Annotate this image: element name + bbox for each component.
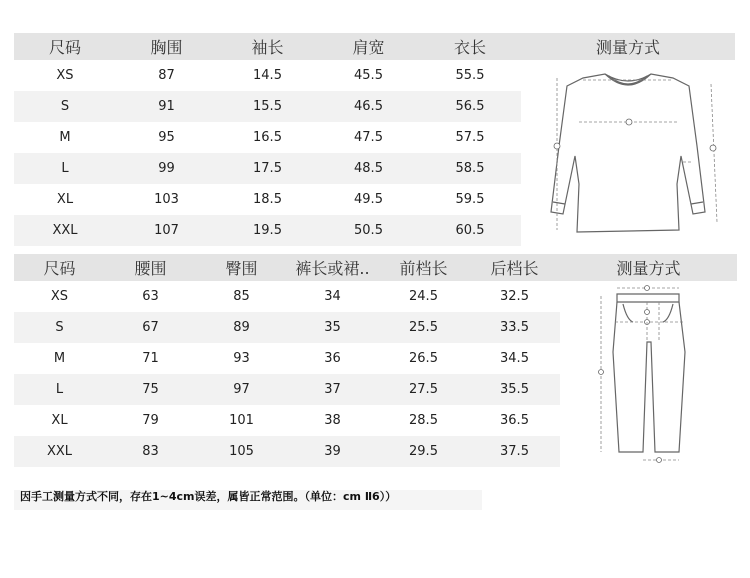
bottom-header-measure-method: 测量方式 — [616, 259, 681, 278]
sleeve-cell: 18.5 — [253, 192, 282, 207]
pants-measurement-diagram — [563, 282, 737, 468]
top-table-header-row — [14, 33, 735, 60]
length-cell: 56.5 — [455, 99, 485, 114]
size-cell: XL — [56, 192, 74, 207]
shoulder-cell: 46.5 — [354, 99, 383, 114]
shoulder-cell: 50.5 — [354, 223, 383, 238]
front-rise-cell: 27.5 — [409, 382, 438, 397]
chest-cell: 91 — [158, 99, 175, 114]
top-header-length: 衣长 — [453, 38, 486, 57]
shirt-measurement-diagram — [521, 62, 735, 246]
hip-cell: 89 — [233, 320, 250, 335]
length-cell: 57.5 — [455, 130, 485, 145]
waist-cell: 83 — [142, 444, 159, 459]
bottom-header-waist: 腰围 — [134, 259, 167, 278]
chest-cell: 103 — [154, 192, 179, 207]
sleeve-cell: 16.5 — [253, 130, 282, 145]
sleeve-cell: 17.5 — [253, 161, 282, 176]
bottom-header-front-rise: 前档长 — [399, 259, 448, 278]
sleeve-cell: 14.5 — [253, 68, 282, 83]
shoulder-cell: 47.5 — [354, 130, 383, 145]
pant-length-cell: 38 — [324, 413, 341, 428]
chest-cell: 95 — [158, 130, 175, 145]
front-rise-cell: 26.5 — [409, 351, 438, 366]
back-rise-cell: 35.5 — [500, 382, 529, 397]
waist-cell: 63 — [142, 289, 159, 304]
size-cell: L — [61, 161, 69, 176]
sleeve-cell: 19.5 — [253, 223, 282, 238]
bottom-table-header-row — [14, 254, 737, 281]
bottom-header-hip: 臀围 — [225, 259, 258, 278]
top-header-sleeve: 袖长 — [251, 38, 284, 57]
chest-cell: 107 — [154, 223, 179, 238]
chest-cell: 87 — [158, 68, 175, 83]
pant-length-cell: 34 — [324, 289, 341, 304]
pant-length-cell: 36 — [324, 351, 341, 366]
waist-cell: 75 — [142, 382, 159, 397]
waist-cell: 79 — [142, 413, 159, 428]
size-cell: S — [60, 99, 70, 114]
top-header-chest: 胸围 — [150, 38, 183, 57]
front-rise-cell: 24.5 — [409, 289, 438, 304]
size-cell: XS — [50, 289, 69, 304]
hip-cell: 97 — [233, 382, 250, 397]
size-cell: XXL — [52, 223, 78, 238]
waist-cell: 71 — [142, 351, 159, 366]
hip-cell: 101 — [229, 413, 254, 428]
shoulder-cell: 49.5 — [354, 192, 383, 207]
back-rise-cell: 32.5 — [500, 289, 529, 304]
top-header-measure-method: 测量方式 — [595, 38, 660, 57]
length-cell: 58.5 — [455, 161, 485, 176]
size-cell: XXL — [46, 444, 73, 459]
back-rise-cell: 36.5 — [500, 413, 529, 428]
sleeve-cell: 15.5 — [253, 99, 282, 114]
length-cell: 55.5 — [455, 68, 485, 83]
bottom-header-back-rise: 后档长 — [490, 259, 539, 278]
pant-length-cell: 37 — [324, 382, 341, 397]
measurement-footnote: 因手工测量方式不同，存在1~4cm误差，属皆正常范围。（单位：cm Ⅱ6）） — [14, 490, 482, 510]
front-rise-cell: 29.5 — [409, 444, 438, 459]
back-rise-cell: 37.5 — [500, 444, 529, 459]
hip-cell: 85 — [233, 289, 250, 304]
bottom-header-pant-length: 裤长或裙.. — [295, 259, 370, 278]
hip-cell: 105 — [229, 444, 254, 459]
bottom-header-size: 尺码 — [43, 259, 76, 278]
top-header-shoulder: 肩宽 — [352, 38, 385, 57]
shoulder-cell: 45.5 — [354, 68, 383, 83]
front-rise-cell: 28.5 — [409, 413, 438, 428]
front-rise-cell: 25.5 — [409, 320, 438, 335]
size-cell: L — [55, 382, 64, 397]
shoulder-cell: 48.5 — [354, 161, 383, 176]
size-cell: S — [55, 320, 64, 335]
length-cell: 59.5 — [455, 192, 485, 207]
hip-cell: 93 — [233, 351, 250, 366]
pant-length-cell: 35 — [324, 320, 341, 335]
back-rise-cell: 34.5 — [500, 351, 529, 366]
top-header-size: 尺码 — [48, 38, 81, 57]
size-cell: XL — [51, 413, 68, 428]
back-rise-cell: 33.5 — [500, 320, 529, 335]
pant-length-cell: 39 — [324, 444, 341, 459]
chest-cell: 99 — [158, 161, 175, 176]
waist-cell: 67 — [142, 320, 159, 335]
length-cell: 60.5 — [455, 223, 485, 238]
size-cell: M — [59, 130, 71, 145]
size-cell: M — [53, 351, 66, 366]
size-cell: XS — [56, 68, 74, 83]
